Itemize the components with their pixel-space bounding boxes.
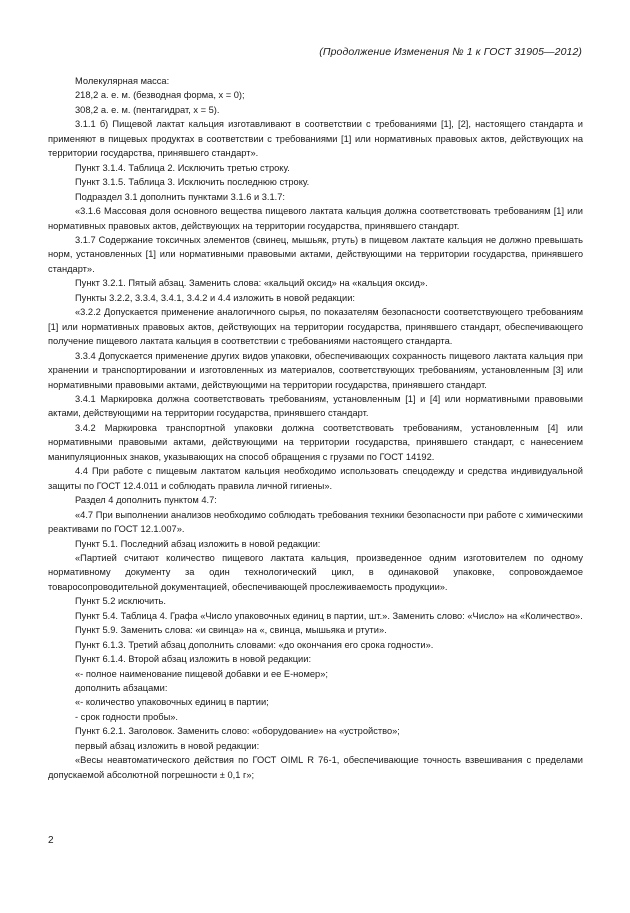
paragraph: 3.4.1 Маркировка должна соответствовать требованиям, установленным [1] и [4] или нормативными правовыми актами, действующими на территории государства, принявшего стандарт. [48, 393, 583, 419]
paragraph: Пункты 3.2.2, 3.3.4, 3.4.1, 3.4.2 и 4.4 изложить в новой редакции: [75, 292, 355, 303]
paragraph: Пункт 6.1.4. Второй абзац изложить в новой редакции: [75, 654, 312, 665]
document-body [48, 74, 583, 782]
paragraph: первый абзац изложить в новой редакции: [75, 740, 260, 751]
paragraph: «- полное наименование пищевой добавки и ее Е-номер»; [75, 668, 328, 679]
paragraph: «3.2.2 Допускается применение аналогичного сырья, по показателям безопасности соответствующего требованиям [1] или нормативных правовых актов, действующих на территории государства, принявшего стандарт, обеспечивающего получение пищевого лактата кальция в соответствии с требованиями настоящего стандарта. [48, 307, 583, 347]
running-header: (Продолжение Изменения № 1 к ГОСТ 31905—2012) [319, 46, 582, 58]
page-number: 2 [48, 835, 54, 846]
paragraph: «Весы неавтоматического действия по ГОСТ OIML R 76-1, обеспечивающие точность взвешивания с пределами допускаемой абсолютной погрешности ± 0,1 г»; [48, 755, 583, 780]
paragraph: 3.3.4 Допускается применение других видов упаковки, обеспечивающих сохранность пищевого лактата кальция при хранении и транспортировании и изготовленных из материалов, соответствующих требованиям, установленным [3] или нормативными правовыми актами, действующими на территории государства, принявшего стандарт. [48, 350, 583, 390]
paragraph: Пункт 5.9. Заменить слова: «и свинца» на «, свинца, мышьяка и ртути». [75, 625, 387, 636]
paragraph: Пункт 5.4. Таблица 4. Графа «Число упаковочных единиц в партии, шт.». Заменить слово: «Число» на «Количество». [75, 610, 583, 621]
paragraph: Раздел 4 дополнить пунктом 4.7: [75, 495, 217, 506]
paragraph: Пункт 5.1. Последний абзац изложить в новой редакции: [75, 538, 321, 549]
paragraph: «3.1.6 Массовая доля основного вещества пищевого лактата кальция должна соответствовать требованиям [1] или нормативных правовых актов, действующих на территории государства, принявшего стандарт. [48, 206, 583, 231]
paragraph: дополнить абзацами: [75, 683, 168, 694]
paragraph: 4.4 При работе с пищевым лактатом кальция необходимо использовать спецодежду и средства индивидуальной защиты по ГОСТ 12.4.011 и соблюдать правила личной гигиены». [48, 466, 583, 491]
paragraph: «Партией считают количество пищевого лактата кальция, произведенное одним изготовителем по одному нормативному документу за один технологический цикл, в одинаковой упаковке, сопровождаемое товаросопроводительной документацией, обеспечивающей прослеживаемость продукции». [48, 552, 583, 592]
paragraph: 3.1.1 б) Пищевой лактат кальция изготавливают в соответствии с требованиями [1], [2], настоящего стандарта и применяют в пищевых продуктах в соответствии с требованиями [1] или нормативных правовых актов, действующих на территории государства, принявшего стандарт». [48, 119, 583, 159]
paragraph: Подраздел 3.1 дополнить пунктами 3.1.6 и 3.1.7: [75, 191, 285, 202]
paragraph: 218,2 а. е. м. (безводная форма, x = 0); [75, 90, 245, 101]
paragraph: «4.7 При выполнении анализов необходимо соблюдать требования техники безопасности при работе с химическими реактивами по ГОСТ 12.1.007». [48, 509, 583, 535]
paragraph: - срок годности пробы». [75, 711, 179, 722]
paragraph: 3.1.7 Содержание токсичных элементов (свинец, мышьяк, ртуть) в пищевом лактате кальция не должно превышать норм, установленных [1] или нормативными правовыми актами, действующими на территории государства, принявшего стандарт». [48, 234, 583, 274]
paragraph: Молекулярная масса: [75, 76, 170, 86]
paragraph: Пункт 6.1.3. Третий абзац дополнить словами: «до окончания его срока годности». [75, 639, 434, 650]
paragraph: «- количество упаковочных единиц в партии; [75, 697, 269, 708]
paragraph: Пункт 6.2.1. Заголовок. Заменить слово: «оборудование» на «устройство»; [75, 726, 400, 737]
paragraph: Пункт 3.1.5. Таблица 3. Исключить последнюю строку. [75, 177, 310, 188]
paragraph: Пункт 3.1.4. Таблица 2. Исключить третью строку. [75, 162, 290, 173]
paragraph: Пункт 3.2.1. Пятый абзац. Заменить слова: «кальций оксид» на «кальция оксид». [75, 278, 428, 289]
paragraph: 3.4.2 Маркировка транспортной упаковки должна соответствовать требованиям, установленным [4] или нормативными правовыми актами, действующими на территории государства, принявшего стандарт, с нанесением манипуляционных знаков, указывающих на способ обращения с грузами по ГОСТ 14192. [48, 422, 583, 462]
paragraph: 308,2 а. е. м. (пентагидрат, x = 5). [75, 104, 220, 115]
paragraph: Пункт 5.2 исключить. [75, 596, 166, 607]
